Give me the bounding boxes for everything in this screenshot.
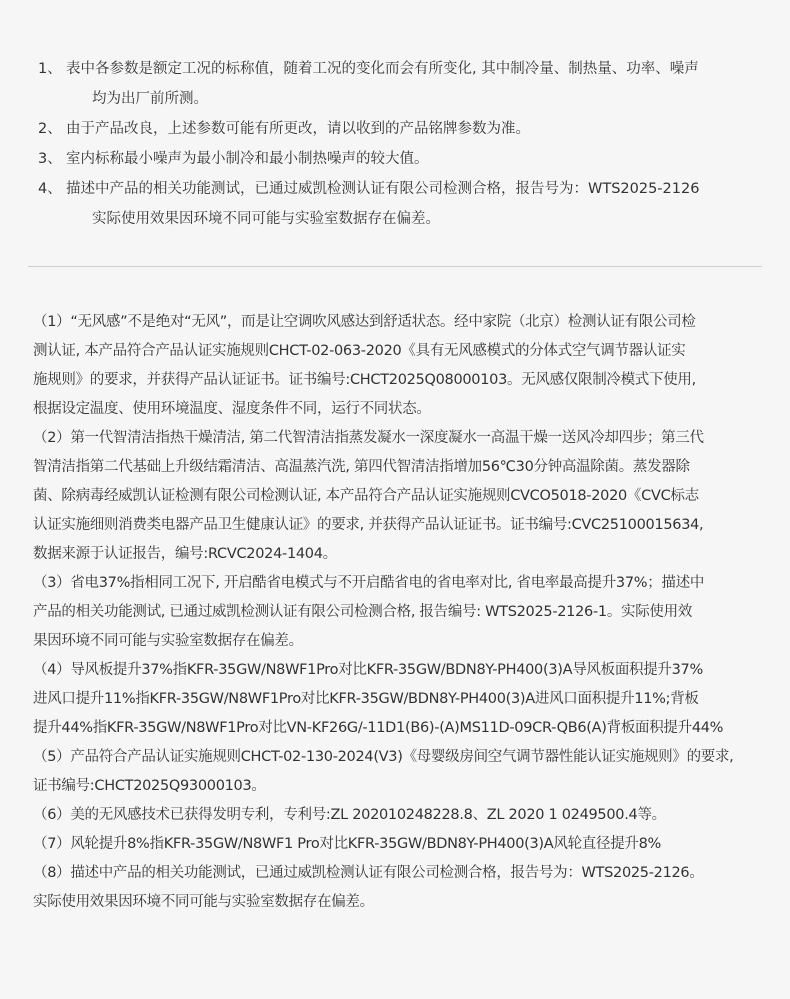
footnote-tail xyxy=(33,888,785,917)
footnote-line: （5）产品符合产品认证实施规则CHCT-02-130-2024(V3)《母婴级房间空气调节器性能认证实施规则》的要求, xyxy=(33,749,734,765)
footnote-1 xyxy=(33,308,785,424)
footnote-line: （2）第一代智清洁指热干燥清洁, 第二代智清洁指蒸发凝水一深度凝水一高温干燥一送风冷却四步；第三代 xyxy=(33,430,704,446)
note-line: 实际使用效果因环境不同可能与实验室数据存在偏差。 xyxy=(92,211,440,227)
footnote-line: 提升44%指KFR-35GW/N8WF1Pro对比VN-KF26G/-11D1(B6)-(A)MS11D-09CR-QB6(A)背板面积提升44% xyxy=(33,720,724,736)
footnote-6 xyxy=(33,801,785,830)
footnote-line: 菌、除病毒经威凯认证检测有限公司检测认证, 本产品符合产品认证实施规则CVCO5018-2020《CVC标志 xyxy=(33,488,699,504)
footnote-line: 智清洁指第二代基础上升级结霜清洁、高温蒸汽洗, 第四代智清洁指增加56℃30分钟高温除菌。蒸发器除 xyxy=(33,459,690,475)
note-number: 4、 xyxy=(38,181,62,197)
note-text xyxy=(66,54,768,114)
footnote-7 xyxy=(33,830,785,859)
note-line: 表中各参数是额定工况的标称值，随着工况的变化而会有所变化, 其中制冷量、制热量、功率、噪声 xyxy=(66,61,699,77)
footnote-2 xyxy=(33,424,785,569)
footnote-line: （8）描述中产品的相关功能测试，已通过威凯检测认证有限公司检测合格，报告号为：WTS2025-2126。 xyxy=(33,865,704,881)
footnote-5 xyxy=(33,743,785,801)
footnote-line: （6）美的无风感技术已获得发明专利，专利号:ZL 202010248228.8、ZL 2020 1 0249500.4等。 xyxy=(33,807,666,823)
note-line: 由于产品改良，上述参数可能有所更改，请以收到的产品铭牌参数为准。 xyxy=(66,121,530,137)
note-item xyxy=(38,54,768,114)
note-text xyxy=(66,114,768,144)
note-item xyxy=(38,114,768,144)
note-item xyxy=(38,144,768,174)
note-number: 1、 xyxy=(38,61,62,77)
footnote-line: 证书编号:CHCT2025Q93000103。 xyxy=(33,778,266,794)
note-text xyxy=(66,144,768,174)
footnote-disclaimer: 实际使用效果因环境不同可能与实验室数据存在偏差。 xyxy=(33,894,374,910)
footnote-3 xyxy=(33,569,785,656)
note-item xyxy=(38,174,768,234)
section-divider xyxy=(28,266,762,267)
footnote-line: （7）风轮提升8%指KFR-35GW/N8WF1 Pro对比KFR-35GW/BDN8Y-PH400(3)A风轮直径提升8% xyxy=(33,836,662,852)
note-text xyxy=(66,174,768,234)
footnote-line: 测认证, 本产品符合产品认证实施规则CHCT-02-063-2020《具有无风感模式的分体式空气调节器认证实 xyxy=(33,343,686,359)
footnote-line: 认证实施细则消费类电器产品卫生健康认证》的要求, 并获得产品认证证书。证书编号:CVC25100015634, xyxy=(33,517,704,533)
footnote-8 xyxy=(33,859,785,888)
footnote-line: 果因环境不同可能与实验室数据存在偏差。 xyxy=(33,633,303,649)
note-line: 均为出厂前所测。 xyxy=(92,91,208,107)
note-line: 描述中产品的相关功能测试，已通过威凯检测认证有限公司检测合格，报告号为：WTS2025-2126 xyxy=(66,181,700,197)
note-number: 2、 xyxy=(38,121,62,137)
footnote-line: 产品的相关功能测试, 已通过威凯检测认证有限公司检测合格, 报告编号: WTS2025-2126-1。实际使用效 xyxy=(33,604,693,620)
footnote-line: 进风口提升11%指KFR-35GW/N8WF1Pro对比KFR-35GW/BDN8Y-PH400(3)A进风口面积提升11%;背板 xyxy=(33,691,699,707)
parameter-notes xyxy=(38,54,768,234)
footnote-line: （3）省电37%指相同工况下, 开启酷省电模式与不开启酷省电的省电率对比, 省电率最高提升37%；描述中 xyxy=(33,575,705,591)
footnote-line: （4）导风板提升37%指KFR-35GW/N8WF1Pro对比KFR-35GW/BDN8Y-PH400(3)A导风板面积提升37% xyxy=(33,662,703,678)
footnote-4 xyxy=(33,656,785,743)
note-line: 室内标称最小噪声为最小制冷和最小制热噪声的较大值。 xyxy=(66,151,429,167)
footnotes xyxy=(33,308,785,917)
note-number: 3、 xyxy=(38,151,62,167)
footnote-line: 根据设定温度、使用环境温度、湿度条件不同，运行不同状态。 xyxy=(33,401,431,417)
footnote-line: （1）“无风感”不是绝对“无风”，而是让空调吹风感达到舒适状态。经中家院（北京）检测认证有限公司检 xyxy=(33,314,696,330)
footnote-line: 数据来源于认证报告，编号:RCVC2024-1404。 xyxy=(33,546,337,562)
footnote-line: 施规则》的要求，并获得产品认证证书。证书编号:CHCT2025Q08000103。无风感仅限制冷模式下使用, xyxy=(33,372,696,388)
